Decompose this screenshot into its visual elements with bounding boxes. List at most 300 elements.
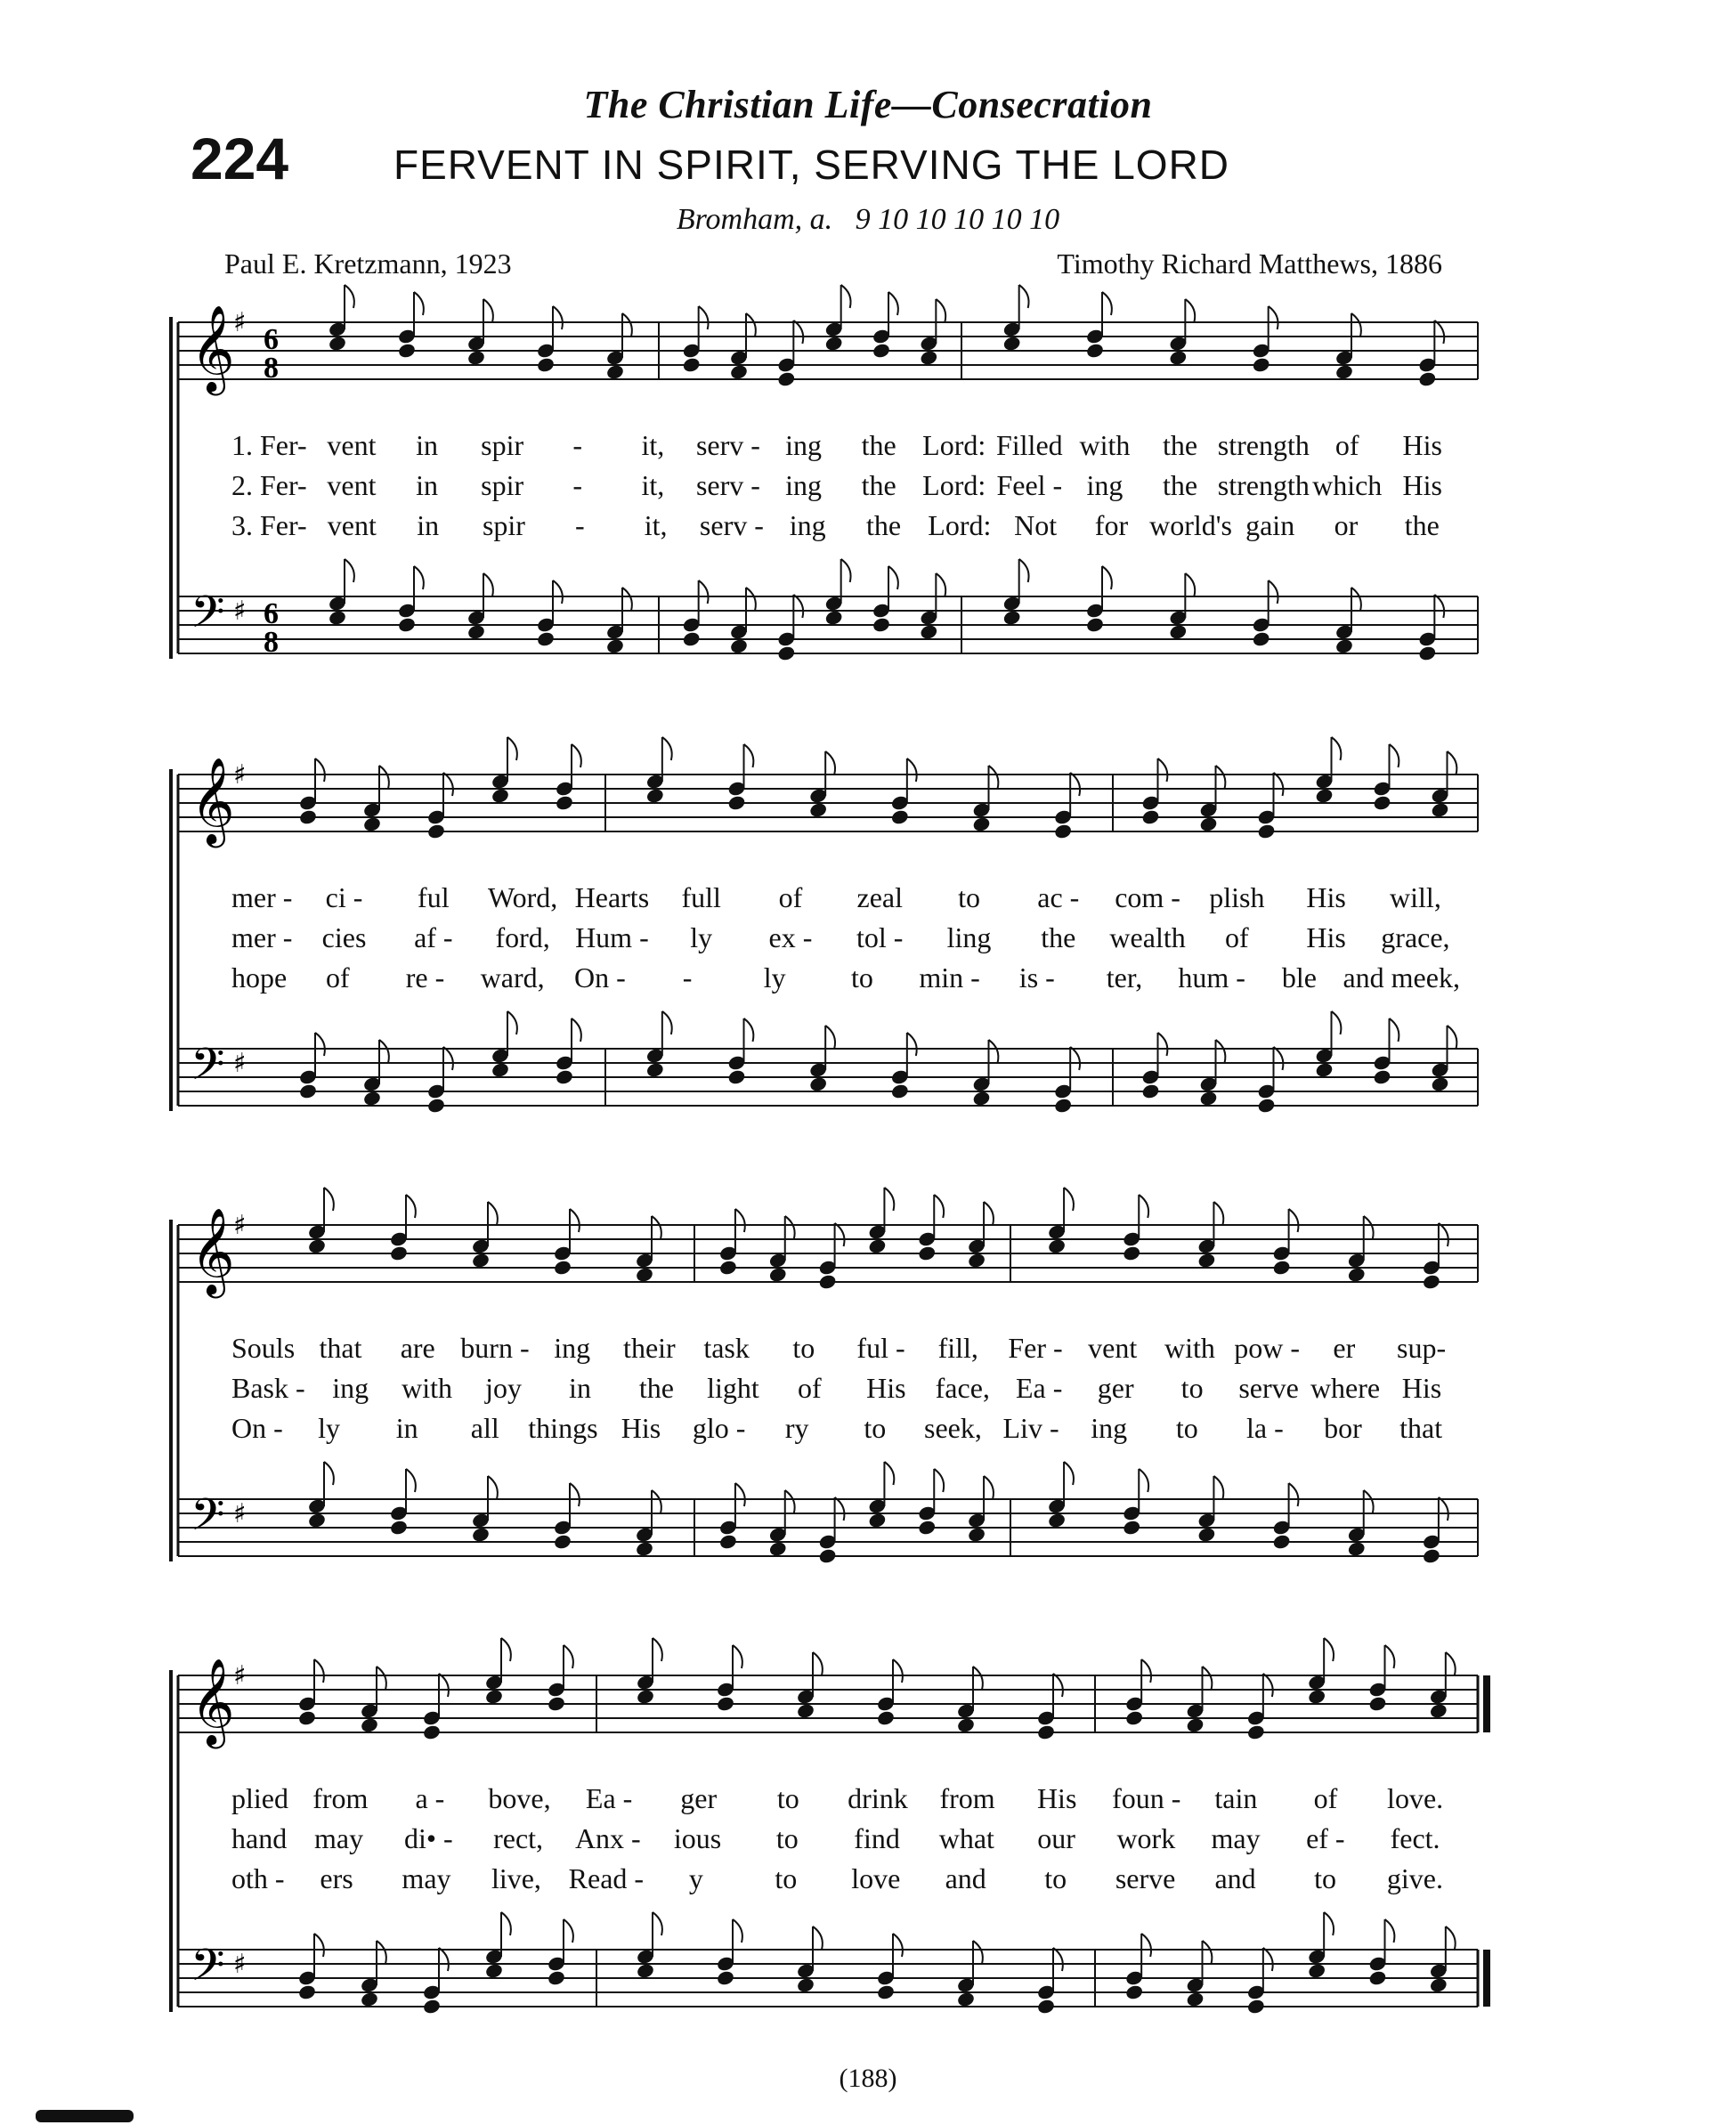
lyric-syllable: vent	[327, 469, 377, 501]
note-head	[297, 1709, 317, 1726]
note-flag	[1446, 1652, 1456, 1675]
lyric-syllable: fect.	[1390, 1822, 1440, 1854]
note-flag	[785, 1490, 795, 1513]
note-head	[818, 1547, 838, 1564]
note-head	[818, 1273, 838, 1290]
lyric-syllable: ger	[680, 1782, 718, 1814]
lyric-syllable: Liv -	[1002, 1412, 1059, 1444]
note-flag	[1289, 1209, 1299, 1232]
note-head	[917, 1519, 937, 1536]
note-head	[1307, 1688, 1326, 1705]
note-head	[547, 1969, 566, 1986]
note-flag	[1439, 1497, 1448, 1521]
lyric-syllable: to	[1175, 1412, 1198, 1444]
note-flag	[699, 306, 709, 329]
lyric-syllable: love	[851, 1862, 901, 1894]
lyric-syllable: ing	[332, 1372, 369, 1404]
lyric-syllable: the	[1404, 509, 1440, 541]
lyric-syllable: wealth	[1109, 921, 1186, 953]
lyric-syllable: -	[574, 509, 585, 541]
lyric-syllable: Anx -	[574, 1822, 641, 1854]
lyric-syllable: of	[1334, 429, 1359, 461]
lyric-syllable: with	[1079, 429, 1131, 461]
note-flag	[1385, 1919, 1395, 1943]
lyric-syllable: His	[866, 1372, 906, 1404]
note-flag	[345, 285, 354, 308]
lyric-syllable: Souls	[231, 1332, 296, 1364]
note-flag	[825, 1026, 835, 1049]
note-flag	[1332, 1011, 1342, 1034]
lyric-syllable: for	[1094, 509, 1129, 541]
lyric-syllable: spir	[482, 509, 525, 541]
note-flag	[936, 299, 945, 322]
lyric-syllable: or	[1334, 509, 1359, 541]
lyric-syllable: it,	[641, 429, 665, 461]
lyric-syllable: serv -	[695, 429, 760, 461]
lyric-syllable: ing	[1091, 1412, 1128, 1444]
sharp-icon: ♯	[233, 307, 247, 338]
note-flag	[1216, 766, 1226, 789]
lyric-syllable: ing	[554, 1332, 591, 1364]
note-flag	[1203, 1941, 1213, 1964]
lyric-syllable: of	[325, 961, 350, 994]
note-head	[1197, 1526, 1217, 1543]
note-flag	[785, 1216, 795, 1239]
lyric-syllable: mer -	[231, 881, 293, 913]
lyric-syllable: Ea -	[585, 1782, 633, 1814]
note-head	[1002, 335, 1022, 352]
note-flag	[813, 1652, 823, 1675]
note-flag	[841, 285, 851, 308]
lyric-syllable: pow -	[1234, 1332, 1300, 1364]
note-head	[553, 1259, 572, 1276]
lyric-syllable: sup-	[1397, 1332, 1447, 1364]
treble-clef-icon: 𝄞	[191, 757, 235, 844]
note-flag	[907, 1033, 917, 1056]
lyric-syllable: and meek,	[1343, 961, 1460, 994]
lyric-syllable: plish	[1209, 881, 1265, 913]
note-head	[919, 623, 938, 640]
lyric-syllable: to	[775, 1822, 799, 1854]
lyric-syllable: the	[1041, 921, 1076, 953]
note-flag	[439, 1948, 449, 1971]
note-flag	[622, 588, 632, 611]
note-flag	[1385, 1645, 1395, 1668]
note-head	[718, 1259, 738, 1276]
lyric-syllable: of	[798, 1372, 822, 1404]
lyric-syllable: that	[1399, 1412, 1443, 1444]
note-flag	[1448, 1026, 1457, 1049]
note-head	[917, 1245, 937, 1261]
lyric-syllable: ing	[785, 469, 822, 501]
note-flag	[1332, 737, 1342, 760]
note-head	[297, 1983, 317, 2000]
note-flag	[501, 1912, 511, 1935]
note-head	[1422, 1547, 1441, 1564]
lyric-syllable: ter,	[1106, 961, 1143, 994]
lyric-syllable: ex -	[768, 921, 813, 953]
note-head	[1347, 1540, 1367, 1557]
note-head	[635, 1540, 654, 1557]
note-head	[1085, 342, 1105, 359]
lyric-syllable: ing	[789, 509, 826, 541]
sharp-icon: ♯	[233, 1210, 247, 1241]
lyric-syllable: to	[776, 1782, 799, 1814]
note-head	[1373, 1068, 1392, 1085]
lyric-syllable: spir	[481, 429, 524, 461]
note-flag	[570, 1209, 580, 1232]
scan-mark	[36, 2110, 134, 2122]
note-head	[307, 1237, 327, 1254]
note-flag	[1019, 559, 1029, 582]
note-flag	[1289, 1483, 1299, 1506]
lyric-syllable: ward,	[480, 961, 545, 994]
lyric-syllable: gain	[1245, 509, 1295, 541]
lyric-syllable: Hearts	[574, 881, 650, 913]
note-flag	[1053, 1674, 1063, 1697]
lyric-syllable: face,	[935, 1372, 990, 1404]
note-flag	[934, 1195, 944, 1218]
note-flag	[984, 1202, 994, 1225]
lyric-syllable: of	[778, 881, 803, 913]
note-head	[956, 1716, 976, 1733]
note-head	[808, 801, 828, 818]
lyric-syllable: spir	[481, 469, 524, 501]
note-flag	[1324, 1638, 1334, 1661]
note-flag	[652, 1216, 661, 1239]
lyrics-block	[231, 1328, 1460, 1448]
tune-line	[0, 203, 1736, 237]
lyric-syllable: from	[312, 1782, 369, 1814]
note-flag	[572, 1018, 581, 1042]
music-system	[178, 746, 1496, 1156]
lyric-syllable: fill,	[937, 1332, 978, 1364]
lyric-syllable: in	[416, 469, 438, 501]
note-flag	[1139, 1469, 1148, 1492]
note-flag	[1213, 1202, 1223, 1225]
lyric-syllable: ci -	[325, 881, 363, 913]
note-head	[729, 637, 749, 654]
note-flag	[699, 580, 709, 604]
note-flag	[1158, 758, 1168, 782]
lyric-syllable: in	[417, 509, 440, 541]
treble-clef-icon: 𝄞	[191, 304, 235, 392]
note-head	[967, 1526, 986, 1543]
music-system	[178, 1647, 1496, 2056]
note-head	[422, 1724, 442, 1740]
lyric-syllable: to	[1044, 1862, 1067, 1894]
note-flag	[483, 573, 493, 596]
lyric-syllable: His	[1402, 469, 1442, 501]
lyric-syllable: ly	[763, 961, 786, 994]
lyrics-block	[231, 878, 1460, 998]
lyric-syllable: tain	[1214, 1782, 1258, 1814]
note-flag	[443, 1047, 453, 1070]
note-head	[397, 342, 417, 359]
lyric-syllable: On -	[231, 1412, 283, 1444]
note-head	[1431, 801, 1450, 818]
lyric-syllable: and	[945, 1862, 986, 1894]
lyric-syllable: er	[1333, 1332, 1356, 1364]
lyric-syllable: things	[528, 1412, 598, 1444]
lyric-syllable: what	[938, 1822, 994, 1854]
lyric-syllable: Hum -	[575, 921, 649, 953]
lyric-syllable: His	[1306, 921, 1346, 953]
note-flag	[793, 320, 803, 344]
time-signature-top: 6	[264, 597, 279, 630]
note-flag	[501, 1638, 511, 1661]
note-head	[1347, 1266, 1367, 1283]
lyric-syllable: ble	[1281, 961, 1317, 994]
note-head	[1272, 1533, 1292, 1550]
note-head	[466, 623, 486, 640]
lyric-syllable: work	[1116, 1822, 1176, 1854]
music-system	[178, 1196, 1496, 1606]
lyrics-block	[231, 426, 1460, 546]
note-flag	[564, 1919, 573, 1943]
note-head	[716, 1695, 735, 1712]
author-credit: Paul E. Kretzmann, 1923	[224, 247, 512, 280]
lyric-syllable: strength	[1217, 469, 1310, 501]
lyric-syllable: His	[621, 1412, 661, 1444]
note-flag	[735, 1483, 745, 1506]
note-head	[1252, 630, 1271, 647]
note-head	[824, 335, 844, 352]
note-head	[555, 1068, 574, 1085]
lyric-line-verse-3	[231, 958, 1460, 998]
note-flag	[1390, 744, 1399, 767]
sharp-icon: ♯	[233, 1660, 247, 1691]
note-flag	[662, 737, 672, 760]
lyric-syllable: ry	[784, 1412, 809, 1444]
note-flag	[1141, 1934, 1151, 1957]
lyric-syllable: di• -	[403, 1822, 453, 1854]
lyric-syllable: Ea -	[1016, 1372, 1063, 1404]
lyric-syllable: His	[1306, 881, 1346, 913]
lyric-syllable: Not	[1014, 509, 1058, 541]
note-flag	[1070, 1047, 1080, 1070]
lyric-line-verse-2	[231, 466, 1460, 506]
note-flag	[744, 744, 754, 767]
note-head	[491, 1061, 510, 1078]
lyric-syllable: Feel -	[996, 469, 1063, 501]
lyric-syllable: from	[939, 1782, 995, 1814]
note-flag	[1351, 313, 1361, 337]
note-head	[682, 356, 702, 373]
note-head	[1141, 808, 1161, 825]
note-head	[362, 1090, 382, 1107]
note-flag	[406, 1195, 416, 1218]
note-flag	[841, 559, 851, 582]
note-head	[1246, 1998, 1266, 2015]
note-head	[824, 609, 844, 626]
note-head	[1141, 1083, 1161, 1099]
note-flag	[507, 1011, 517, 1034]
time-signature-bottom: 8	[264, 626, 279, 659]
lyric-syllable: and	[1214, 1862, 1256, 1894]
note-flag	[1269, 580, 1278, 604]
note-head	[1373, 794, 1392, 811]
note-head	[729, 363, 749, 380]
note-flag	[934, 1469, 944, 1492]
note-head	[972, 1090, 992, 1107]
lyric-syllable: may	[1211, 1822, 1261, 1854]
note-flag	[1263, 1948, 1273, 1971]
note-head	[1334, 363, 1354, 380]
lyric-syllable: vent	[1088, 1332, 1138, 1364]
note-flag	[1141, 1659, 1151, 1683]
note-flag	[662, 1011, 672, 1034]
note-head	[1368, 1695, 1388, 1712]
note-flag	[1070, 773, 1080, 796]
note-flag	[1448, 751, 1457, 775]
sharp-icon: ♯	[233, 1498, 247, 1529]
note-head	[605, 363, 625, 380]
lyric-syllable: is -	[1018, 961, 1055, 994]
note-flag	[1390, 1018, 1399, 1042]
note-head	[876, 1709, 896, 1726]
note-flag	[973, 1667, 983, 1690]
lyric-syllable: 1. Fer-	[231, 429, 307, 461]
lyric-syllable: world's	[1149, 509, 1232, 541]
note-head	[298, 808, 318, 825]
note-head	[868, 1512, 888, 1529]
note-head	[1368, 1969, 1388, 1986]
note-head	[727, 1068, 747, 1085]
lyric-syllable: ly	[318, 1412, 341, 1444]
treble-clef-icon: 𝄞	[191, 1658, 235, 1745]
lyric-syllable: Read -	[568, 1862, 645, 1894]
note-flag	[443, 773, 453, 796]
note-head	[328, 609, 347, 626]
final-bar-line	[1483, 1675, 1490, 1732]
lyric-syllable: -	[572, 469, 583, 501]
lyric-line-verse-3	[231, 1408, 1460, 1448]
lyric-syllable: which	[1312, 469, 1383, 501]
note-flag	[653, 1638, 662, 1661]
note-flag	[553, 580, 563, 604]
lyric-syllable: 3. Fer-	[231, 509, 307, 541]
lyric-syllable: to	[775, 1862, 798, 1894]
note-flag	[1185, 573, 1195, 596]
note-flag	[893, 1659, 903, 1683]
lyric-syllable: -	[682, 961, 693, 994]
note-head	[547, 1695, 566, 1712]
note-flag	[314, 1934, 324, 1957]
lyric-syllable: serv -	[695, 469, 760, 501]
note-head	[1036, 1998, 1056, 2015]
note-flag	[1439, 1223, 1448, 1246]
note-head	[426, 1097, 446, 1114]
lyric-syllable: ious	[673, 1822, 722, 1854]
note-flag	[1053, 1948, 1063, 1971]
note-flag	[1216, 1040, 1226, 1063]
lyric-syllable: to	[1314, 1862, 1336, 1894]
bass-clef-icon: 𝄢	[191, 587, 225, 649]
lyric-syllable: joy	[485, 1372, 522, 1404]
hymn-title: FERVENT IN SPIRIT, SERVING THE LORD	[393, 142, 1230, 188]
note-flag	[888, 292, 898, 315]
note-flag	[439, 1674, 449, 1697]
note-head	[768, 1540, 788, 1557]
lyric-syllable: His	[1036, 1782, 1077, 1814]
music-system	[178, 294, 1496, 703]
note-flag	[973, 1941, 983, 1964]
lyric-syllable: the	[861, 429, 896, 461]
lyric-syllable: it,	[641, 469, 665, 501]
lyric-syllable: On -	[573, 961, 626, 994]
lyric-syllable: to	[792, 1332, 815, 1364]
tune-name: Bromham, a.	[676, 203, 833, 236]
note-flag	[406, 1469, 416, 1492]
note-head	[796, 1702, 815, 1719]
lyric-syllable: full	[681, 881, 721, 913]
note-head	[956, 1991, 976, 2007]
note-flag	[345, 559, 354, 582]
lyric-syllable: strength	[1217, 429, 1310, 461]
note-flag	[570, 1483, 580, 1506]
lyric-syllable: burn -	[460, 1332, 530, 1364]
lyric-line-verse-1	[231, 1779, 1460, 1819]
note-head	[1429, 1702, 1448, 1719]
note-head	[718, 1533, 738, 1550]
bass-clef-icon: 𝄢	[191, 1039, 225, 1101]
note-flag	[324, 1188, 334, 1211]
note-flag	[1274, 1047, 1284, 1070]
note-head	[397, 616, 417, 633]
note-flag	[324, 1462, 334, 1485]
lyric-syllable: vent	[327, 429, 377, 461]
lyric-syllable: foun -	[1112, 1782, 1181, 1814]
lyric-syllable: ing	[785, 429, 822, 461]
note-flag	[315, 758, 325, 782]
lyric-syllable: ling	[946, 921, 992, 953]
sharp-icon: ♯	[233, 596, 247, 627]
meter: 9 10 10 10 10 10	[855, 203, 1060, 236]
lyric-syllable: may	[314, 1822, 364, 1854]
note-head	[727, 794, 747, 811]
note-flag	[793, 595, 803, 618]
note-head	[796, 1976, 815, 1993]
note-head	[536, 630, 556, 647]
note-flag	[652, 1490, 661, 1513]
lyric-syllable: to	[958, 881, 980, 913]
note-head	[1168, 623, 1188, 640]
note-flag	[746, 313, 756, 337]
note-head	[1272, 1259, 1292, 1276]
note-flag	[572, 744, 581, 767]
note-head	[868, 1237, 888, 1254]
note-flag	[483, 299, 493, 322]
note-head	[466, 349, 486, 366]
note-head	[890, 1083, 910, 1099]
lyric-syllable: task	[703, 1332, 750, 1364]
note-flag	[653, 1912, 662, 1935]
note-head	[298, 1083, 318, 1099]
hymn-number: 224	[191, 126, 289, 191]
lyric-syllable: min -	[919, 961, 980, 994]
lyric-syllable: Bask -	[231, 1372, 305, 1404]
lyric-syllable: that	[319, 1332, 362, 1364]
lyric-syllable: a -	[415, 1782, 445, 1814]
sharp-icon: ♯	[233, 1949, 247, 1980]
lyric-syllable: Lord:	[922, 469, 986, 501]
lyric-syllable: Lord:	[922, 429, 986, 461]
note-head	[876, 1983, 896, 2000]
lyric-syllable: serv -	[699, 509, 764, 541]
lyric-syllable: His	[1402, 429, 1442, 461]
note-flag	[488, 1476, 498, 1499]
